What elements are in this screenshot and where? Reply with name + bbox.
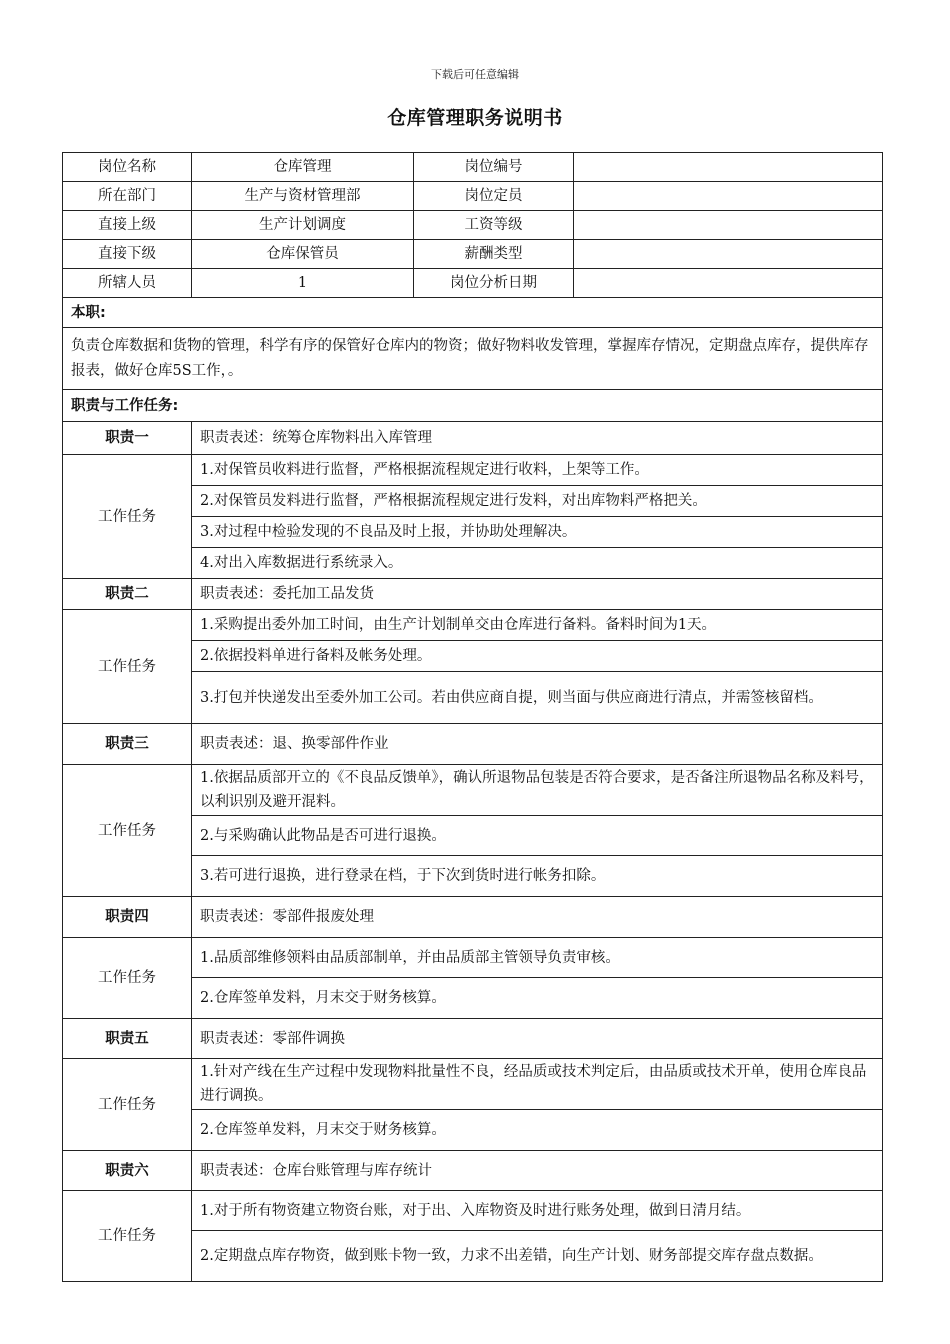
task-item: 2.仓库签单发料，月末交于财务核算。 (192, 1110, 883, 1151)
header-note: 下载后可任意编辑 (431, 68, 519, 81)
task-row (63, 765, 883, 816)
task-item: 2.对保管员发料进行监督，严格根据流程规定进行发料，对出库物料严格把关。 (192, 486, 883, 517)
info-label: 岗位定员 (414, 182, 574, 211)
tasks-header: 职责与工作任务: (63, 390, 883, 422)
info-value (574, 153, 883, 182)
duty-desc: 职责表述：退、换零部件作业 (192, 724, 883, 765)
info-row (63, 211, 883, 240)
task-item: 1.品质部维修领料由品质部制单，并由品质部主管领导负责审核。 (192, 938, 883, 978)
info-label: 所辖人员 (63, 269, 192, 298)
task-item: 2.定期盘点库存物资，做到账卡物一致，力求不出差错，向生产计划、财务部提交库存盘点数据。 (192, 1231, 883, 1282)
duty-row (63, 1019, 883, 1059)
duty-name: 职责三 (63, 724, 192, 765)
info-label: 直接下级 (63, 240, 192, 269)
duty-row (63, 579, 883, 610)
duty-desc: 职责表述：零部件调换 (192, 1019, 883, 1059)
info-label: 直接上级 (63, 211, 192, 240)
task-item: 3.打包并快递发出至委外加工公司。若由供应商自提，则当面与供应商进行清点，并需签核留档。 (192, 672, 883, 724)
info-value: 生产与资材管理部 (192, 182, 414, 211)
task-label: 工作任务 (63, 1191, 192, 1282)
info-value: 生产计划调度 (192, 211, 414, 240)
task-item: 3.对过程中检验发现的不良品及时上报，并协助处理解决。 (192, 517, 883, 548)
task-label: 工作任务 (63, 765, 192, 897)
info-label: 岗位编号 (414, 153, 574, 182)
task-item: 2.与采购确认此物品是否可进行退换。 (192, 816, 883, 856)
task-label: 工作任务 (63, 610, 192, 724)
task-row (63, 610, 883, 641)
duty-row (63, 724, 883, 765)
info-label: 薪酬类型 (414, 240, 574, 269)
info-label: 岗位名称 (63, 153, 192, 182)
info-value (574, 211, 883, 240)
task-item: 2.依据投料单进行备料及帐务处理。 (192, 641, 883, 672)
info-value (574, 182, 883, 211)
info-row (63, 153, 883, 182)
duty-name: 职责二 (63, 579, 192, 610)
task-row (63, 1059, 883, 1110)
task-row (63, 1191, 883, 1231)
task-row (63, 455, 883, 486)
duty-desc: 职责表述：零部件报废处理 (192, 897, 883, 938)
duty-header: 本职: (63, 298, 883, 328)
info-value: 仓库管理 (192, 153, 414, 182)
info-value: 仓库保管员 (192, 240, 414, 269)
task-item: 1.针对产线在生产过程中发现物料批量性不良，经品质或技术判定后，由品质或技术开单，使用仓库良品进行调换。 (192, 1059, 883, 1110)
duty-desc: 职责表述：仓库台账管理与库存统计 (192, 1151, 883, 1191)
task-label: 工作任务 (63, 938, 192, 1019)
info-row (63, 182, 883, 211)
task-row (63, 938, 883, 978)
task-item: 2.仓库签单发料，月末交于财务核算。 (192, 978, 883, 1019)
document-title: 仓库管理职务说明书 (387, 107, 563, 129)
duty-text: 负责仓库数据和货物的管理，科学有序的保管好仓库内的物资；做好物料收发管理，掌握库存情况，定期盘点库存，提供库存报表，做好仓库5S工作，。 (63, 328, 883, 390)
duty-name: 职责五 (63, 1019, 192, 1059)
duty-desc: 职责表述：委托加工品发货 (192, 579, 883, 610)
info-value (574, 269, 883, 298)
task-item: 4.对出入库数据进行系统录入。 (192, 548, 883, 579)
info-row (63, 269, 883, 298)
task-item: 1.对于所有物资建立物资台账，对于出、入库物资及时进行账务处理，做到日清月结。 (192, 1191, 883, 1231)
duty-name: 职责六 (63, 1151, 192, 1191)
task-item: 1.采购提出委外加工时间，由生产计划制单交由仓库进行备料。备料时间为1天。 (192, 610, 883, 641)
duty-name: 职责一 (63, 422, 192, 455)
info-value (574, 240, 883, 269)
task-label: 工作任务 (63, 1059, 192, 1151)
task-item: 1.依据品质部开立的《不良品反馈单》，确认所退物品包装是否符合要求，是否备注所退物品名称及料号，以利识别及避开混料。 (192, 765, 883, 816)
duty-row (63, 897, 883, 938)
info-row (63, 240, 883, 269)
task-item: 1.对保管员收料进行监督，严格根据流程规定进行收料，上架等工作。 (192, 455, 883, 486)
info-label: 所在部门 (63, 182, 192, 211)
duty-row (63, 1151, 883, 1191)
info-label: 岗位分析日期 (414, 269, 574, 298)
duty-name: 职责四 (63, 897, 192, 938)
task-item: 3.若可进行退换，进行登录在档，于下次到货时进行帐务扣除。 (192, 856, 883, 897)
info-label: 工资等级 (414, 211, 574, 240)
duty-row (63, 422, 883, 455)
info-value: 1 (192, 269, 414, 298)
job-description-table (62, 152, 883, 1282)
task-label: 工作任务 (63, 455, 192, 579)
duty-desc: 职责表述：统筹仓库物料出入库管理 (192, 422, 883, 455)
